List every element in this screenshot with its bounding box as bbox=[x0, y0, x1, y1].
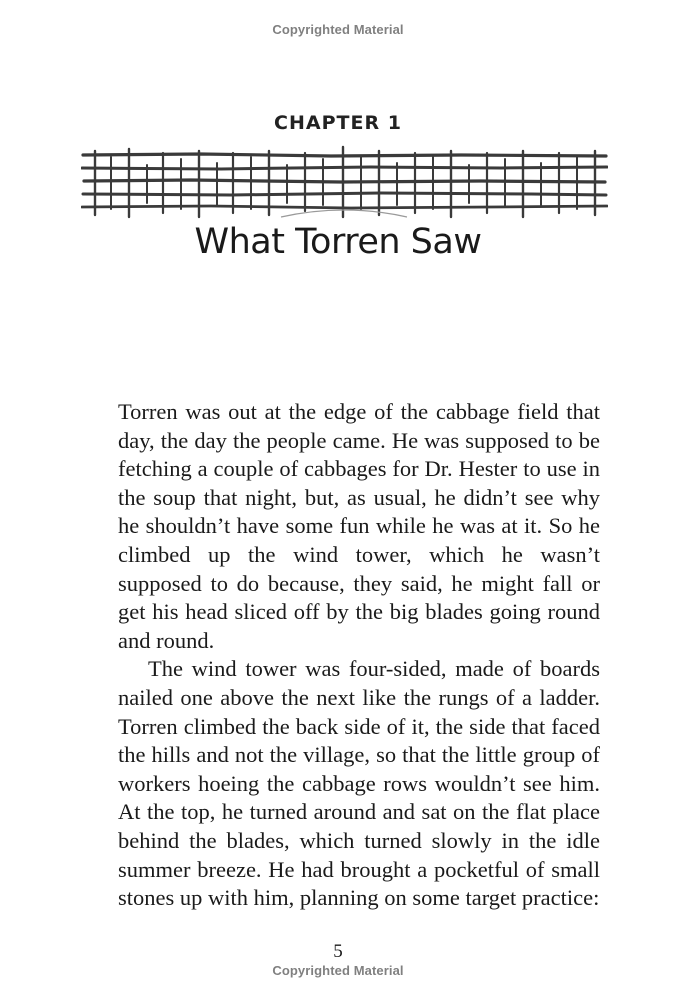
copyright-notice-top: Copyrighted Material bbox=[272, 22, 404, 37]
paragraph-2: The wind tower was four-sided, made of boards nailed one above the next like the rungs of a ladder. Torren climbed the back side of it, the side that faced the hills and not the village, so that the little group of workers hoeing the cabbage rows wouldn’t see him. At the top, he turned around and sat on the flat place behind the blades, which turned slowly in the idle summer breeze. He had brought a pocketful of small stones up with him, planning on some target practice: bbox=[118, 656, 600, 911]
page-number: 5 bbox=[333, 941, 343, 962]
paragraph-1: Torren was out at the edge of the cabbage field that day, the day the people came. He was supposed to be fetching a couple of cabbages for Dr. Hester to use in the soup that night, but, as usual, he didn’t see why he shouldn’t have some fun while he was at it. So he climbed up the wind tower, which he wasn’t supposed to do because, they said, he might fall or get his head sliced off by the big blades going round and round. bbox=[118, 399, 600, 653]
chapter-label: CHAPTER 1 bbox=[274, 112, 402, 134]
chapter-title: What Torren Saw bbox=[194, 222, 482, 262]
body-text bbox=[118, 398, 600, 913]
copyright-notice-bottom: Copyrighted Material bbox=[272, 963, 404, 978]
fence-ornament-icon bbox=[81, 145, 608, 225]
